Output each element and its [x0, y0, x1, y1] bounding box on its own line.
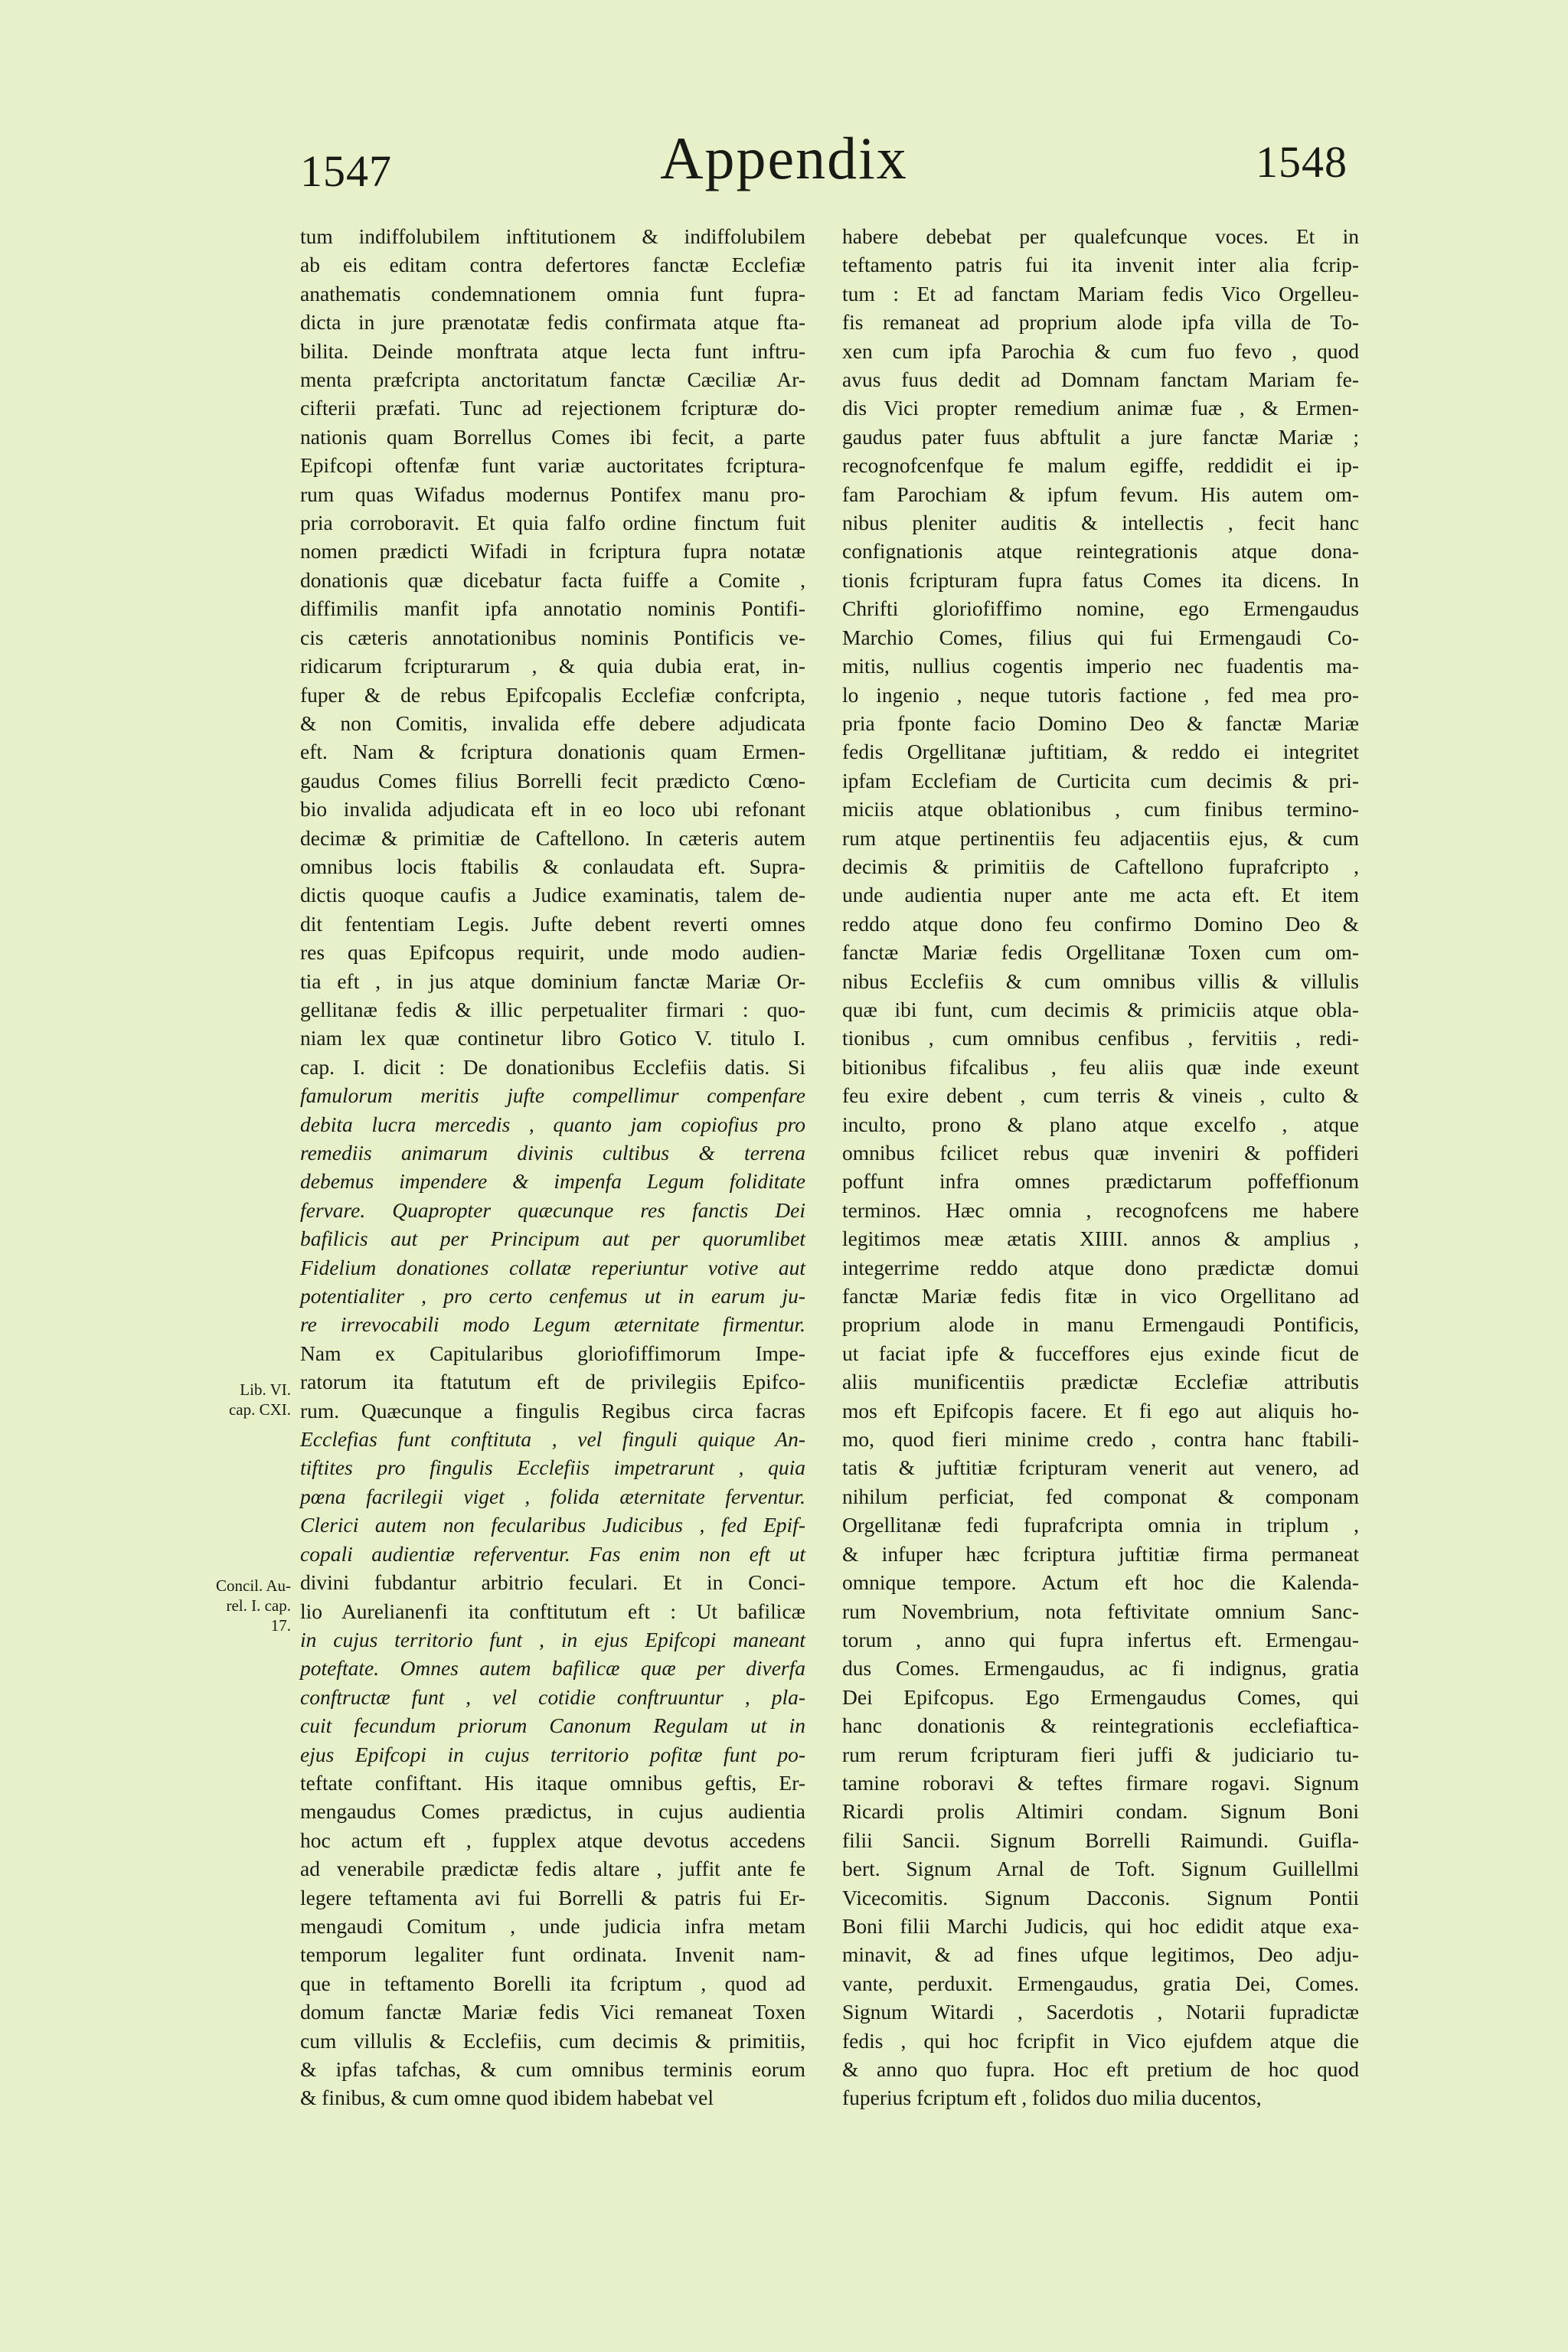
- text-line: bafilicis aut per Principum aut per quorumlibet: [300, 1227, 805, 1251]
- text-line: cum villulis & Ecclefiis, cum decimis & primitiis,: [300, 2028, 805, 2053]
- text-line: pœna facrilegii viget , folida æternitate ferventur.: [300, 1484, 805, 1508]
- text-line: cuit fecundum priorum Canonum Regulam ut in: [300, 1713, 805, 1738]
- text-line: confignationis atque reintegrationis atque dona-: [842, 539, 1359, 564]
- text-line: mitis, nullius cogentis imperio nec fuadentis ma-: [842, 654, 1359, 678]
- text-line: domum fanctæ Mariæ fedis Vici remaneat Toxen: [300, 2000, 805, 2024]
- text-line: fedis Orgellitanæ juftitiam, & reddo ei integritet: [842, 740, 1359, 764]
- text-line: diffimilis manfit ipfa annotatio nominis Pontifi-: [300, 596, 805, 621]
- text-column-right: [842, 222, 1359, 2259]
- text-line: miciis atque oblationibus , cum finibus termino-: [842, 797, 1359, 822]
- text-line: teftate confiftant. His itaque omnibus geftis, Er-: [300, 1770, 805, 1795]
- text-line: vante, perduxit. Ermengaudus, gratia Dei, Comes.: [842, 1971, 1359, 1995]
- text-line: bilita. Deinde monftrata atque lecta funt inftru-: [300, 338, 805, 363]
- text-line: fuperius fcriptum eft , folidos duo milia ducentos,: [842, 2086, 1262, 2110]
- text-line: gellitanæ fedis & illic perpetualiter firmari : quo-: [300, 997, 805, 1021]
- text-line: quæ ibi funt, cum decimis & primiciis atque obla-: [842, 997, 1359, 1021]
- text-line: copali audientiæ referventur. Fas enim non eft ut: [300, 1541, 805, 1566]
- text-column-left: [300, 222, 805, 2259]
- text-line: pria corroboravit. Et quia falfo ordine finctum fuit: [300, 511, 805, 535]
- text-line: nihilum perficiat, fed componat & componam: [842, 1484, 1359, 1508]
- text-line: xen cum ipfa Parochia & cum fuo fevo , quod: [842, 338, 1359, 363]
- text-line: rum Novembrium, nota feftivitate omnium Sanc-: [842, 1599, 1359, 1623]
- text-line: famulorum meritis jufte compellimur compenfare: [300, 1083, 805, 1108]
- text-line: res quas Epifcopus requirit, unde modo audien-: [300, 940, 805, 965]
- text-line: niam lex quæ continetur libro Gotico V. titulo I.: [300, 1026, 805, 1050]
- text-line: eft. Nam & fcriptura donationis quam Ermen-: [300, 740, 805, 764]
- text-line: re irrevocabili modo Legum æternitate firmentur.: [300, 1312, 805, 1337]
- margin-note-line: Concil. Au-: [216, 1576, 291, 1595]
- text-line: dus Comes. Ermengaudus, ac fi indignus, gratia: [842, 1656, 1359, 1681]
- text-line: omnibus locis ftabilis & conlaudata eft. Supra-: [300, 854, 805, 878]
- text-line: dis Vici propter remedium animæ fuæ , & Ermen-: [842, 396, 1359, 420]
- text-line: aliis munificentiis prædictæ Ecclefiæ attributis: [842, 1370, 1359, 1394]
- text-line: Fidelium donationes collatæ reperiuntur votive aut: [300, 1255, 805, 1279]
- text-line: feu exire debent , cum terris & vineis , culto &: [842, 1083, 1359, 1108]
- text-line: que in teftamento Borelli ita fcriptum , quod ad: [300, 1971, 805, 1995]
- text-line: habere debebat per qualefcunque voces. Et in: [842, 224, 1359, 248]
- text-line: poteftate. Omnes autem bafilicæ quæ per diverfa: [300, 1656, 805, 1681]
- text-line: decimis & primitiis de Caftellono fuprafcripto ,: [842, 854, 1359, 878]
- text-line: rum atque pertinentiis feu adjacentiis ejus, & cum: [842, 825, 1359, 850]
- text-line: tamine roboravi & teftes firmare rogavi. Signum: [842, 1770, 1359, 1795]
- text-line: fervare. Quapropter quæcunque res fanctis Dei: [300, 1197, 805, 1222]
- text-line: in cujus territorio funt , in ejus Epifcopi maneant: [300, 1627, 805, 1651]
- page-title: Appendix: [660, 125, 908, 191]
- margin-note-line: Lib. VI.: [240, 1380, 291, 1399]
- margin-note-line: rel. I. cap.: [226, 1596, 291, 1615]
- text-line: Nam ex Capitularibus gloriofiffimorum Impe-: [300, 1341, 805, 1365]
- text-line: mengaudus Comes prædictus, in cujus audientia: [300, 1799, 805, 1824]
- text-line: fuper & de rebus Epifcopalis Ecclefiæ confcripta,: [300, 682, 805, 707]
- text-line: Vicecomitis. Signum Dacconis. Signum Pontii: [842, 1885, 1359, 1909]
- text-line: nibus pleniter auditis & intellectis , fecit hanc: [842, 511, 1359, 535]
- text-line: tia eft , in jus atque dominium fanctæ Mariæ Or-: [300, 969, 805, 993]
- text-line: avus fuus dedit ad Domnam fanctam Mariam fe-: [842, 368, 1359, 392]
- text-line: anathematis condemnationem omnia funt fupra-: [300, 281, 805, 305]
- text-line: minavit, & ad fines ufque legitimos, Deo adju-: [842, 1942, 1359, 1967]
- text-line: ut faciat ipfe & fucceffores ejus exinde ficut de: [842, 1341, 1359, 1365]
- text-line: decimæ & primitiæ de Caftellono. In cæteris autem: [300, 825, 805, 850]
- text-line: fanctæ Mariæ fedis fitæ in vico Orgellitano ad: [842, 1284, 1359, 1308]
- text-line: fedis , qui hoc fcripfit in Vico ejufdem atque die: [842, 2028, 1359, 2053]
- text-line: tiftites pro fingulis Ecclefiis impetrarunt , quia: [300, 1455, 805, 1480]
- text-line: rum quas Wifadus modernus Pontifex manu pro-: [300, 482, 805, 506]
- text-line: ipfam Ecclefiam de Curticita cum decimis & pri-: [842, 768, 1359, 792]
- text-line: lio Aurelianenfi ita conftitutum eft : Ut bafilicæ: [300, 1599, 805, 1623]
- text-line: cis cæteris annotationibus nominis Pontificis ve-: [300, 625, 805, 649]
- text-line: omnique tempore. Actum eft hoc die Kalenda-: [842, 1570, 1359, 1595]
- text-line: pria fponte facio Domino Deo & fanctæ Mariæ: [842, 710, 1359, 735]
- text-line: bio invalida adjudicata eft in eo loco ubi refonant: [300, 797, 805, 822]
- text-line: inculto, prono & plano atque excelfo , atque: [842, 1112, 1359, 1136]
- text-line: Ricardi prolis Altimiri condam. Signum Boni: [842, 1799, 1359, 1824]
- text-line: Chrifti gloriofiffimo nomine, ego Ermengaudus: [842, 596, 1359, 621]
- text-line: & finibus, & cum omne quod ibidem habebat vel: [300, 2086, 714, 2110]
- text-line: menta præfcripta anctoritatum fanctæ Cæciliæ Ar-: [300, 368, 805, 392]
- text-line: conftructæ funt , vel cotidie conftruuntur , pla-: [300, 1684, 805, 1709]
- text-line: gaudus Comes filius Borrelli fecit prædicto Cœno-: [300, 768, 805, 792]
- text-line: fis remaneat ad proprium alode ipfa villa de To-: [842, 310, 1359, 335]
- text-line: mo, quod fieri minime credo , contra hanc ftabili-: [842, 1427, 1359, 1452]
- text-line: debita lucra mercedis , quanto jam copiofius pro: [300, 1112, 805, 1136]
- margin-note-lib-vi: [191, 1380, 291, 1419]
- text-line: ejus Epifcopi in cujus territorio pofitæ funt po-: [300, 1742, 805, 1766]
- text-line: Marchio Comes, filius qui fui Ermengaudi Co-: [842, 625, 1359, 649]
- text-line: temporum legaliter funt ordinata. Invenit nam-: [300, 1942, 805, 1967]
- text-line: cifterii præfati. Tunc ad rejectionem fcripturæ do-: [300, 396, 805, 420]
- text-line: torum , anno qui fupra infertus eft. Ermengau-: [842, 1627, 1359, 1651]
- text-line: & non Comitis, invalida effe debere adjudicata: [300, 710, 805, 735]
- text-line: legere teftamenta avi fui Borrelli & patris fui Er-: [300, 1885, 805, 1909]
- text-line: reddo atque dono feu confirmo Domino Deo &: [842, 911, 1359, 936]
- text-line: Signum Witardi , Sacerdotis , Notarii fupradictæ: [842, 2000, 1359, 2024]
- text-line: dicta in jure prænotatæ fedis confirmata atque fta-: [300, 310, 805, 335]
- text-line: lo ingenio , neque tutoris factione , fed mea pro-: [842, 682, 1359, 707]
- text-line: ad venerabile prædictæ fedis altare , juffit ante fe: [300, 1857, 805, 1881]
- text-line: & infuper hæc fcriptura juftitiæ firma permaneat: [842, 1541, 1359, 1566]
- text-line: nomen prædicti Wifadi in fcriptura fupra notatæ: [300, 539, 805, 564]
- text-line: rum rerum fcripturam fieri juffi & judiciario tu-: [842, 1742, 1359, 1766]
- page-header: [0, 122, 1568, 207]
- text-line: debemus impendere & impenfa Legum foliditate: [300, 1169, 805, 1194]
- text-line: Ecclefias funt conftituta , vel finguli quique An-: [300, 1427, 805, 1452]
- text-line: & anno quo fupra. Hoc eft pretium de hoc quod: [842, 2057, 1359, 2081]
- text-line: ratorum ita ftatutum eft de privilegiis Epifco-: [300, 1370, 805, 1394]
- text-line: hoc actum eft , fupplex atque devotus accedens: [300, 1828, 805, 1852]
- text-line: tum indiffolubilem inftitutionem & indiffolubilem: [300, 224, 805, 248]
- text-line: fam Parochiam & ipfum fevum. His autem om-: [842, 482, 1359, 506]
- text-line: unde audientia nuper ante me acta eft. Et item: [842, 883, 1359, 907]
- text-line: teftamento patris fui ita invenit inter alia fcrip-: [842, 253, 1359, 277]
- text-line: donationis quæ dicebatur facta fuiffe a Comite ,: [300, 567, 805, 592]
- text-line: omnibus fcilicet rebus quæ inveniri & poffideri: [842, 1141, 1359, 1165]
- text-line: Orgellitanæ fedi fuprafcripta omnia in triplum ,: [842, 1513, 1359, 1537]
- text-line: remediis animarum divinis cultibus & terrena: [300, 1141, 805, 1165]
- text-line: mos eft Epifcopis facere. Et fi ego aut aliquis ho-: [842, 1398, 1359, 1423]
- text-line: legitimos meæ ætatis XIIII. annos & amplius ,: [842, 1227, 1359, 1251]
- text-line: Epifcopi oftenfæ funt variæ auctoritates fcriptura-: [300, 453, 805, 478]
- text-line: Dei Epifcopus. Ego Ermengaudus Comes, qui: [842, 1684, 1359, 1709]
- text-line: filii Sancii. Signum Borrelli Raimundi. Guifla-: [842, 1828, 1359, 1852]
- text-line: potentialiter , pro certo cenfemus ut in earum ju-: [300, 1284, 805, 1308]
- text-line: tatis & juftitiæ fcripturam venerit aut venero, ad: [842, 1455, 1359, 1480]
- text-line: dictis quoque caufis a Judice examinatis, talem de-: [300, 883, 805, 907]
- text-line: proprium alode in manu Ermengaudi Pontificis,: [842, 1312, 1359, 1337]
- page-number-right: 1548: [1256, 137, 1348, 187]
- text-line: recognofcenfque fe malum egiffe, reddidit ei ip-: [842, 453, 1359, 478]
- text-line: bitionibus fifcalibus , feu aliis quæ inde exeunt: [842, 1054, 1359, 1079]
- text-line: rum. Quæcunque a fingulis Regibus circa facras: [300, 1398, 805, 1423]
- text-line: bert. Signum Arnal de Toft. Signum Guillellmi: [842, 1857, 1359, 1881]
- text-line: gaudus pater fuus abftulit a jure fanctæ Mariæ ;: [842, 424, 1359, 449]
- text-line: integerrime reddo atque dono prædictæ domui: [842, 1255, 1359, 1279]
- text-line: fanctæ Mariæ fedis Orgellitanæ Toxen cum om-: [842, 940, 1359, 965]
- margin-note-line: 17.: [270, 1616, 291, 1635]
- text-line: & ipfas tafchas, & cum omnibus terminis eorum: [300, 2057, 805, 2081]
- text-line: Boni filii Marchi Judicis, qui hoc edidit atque exa-: [842, 1913, 1359, 1938]
- text-line: ab eis editam contra defertores fanctæ Ecclefiæ: [300, 253, 805, 277]
- text-line: tionis fcripturam fupra fatus Comes ita dicens. In: [842, 567, 1359, 592]
- margin-note-concil-aurel: [191, 1576, 291, 1635]
- text-line: poffunt infra omnes prædictarum poffeffionum: [842, 1169, 1359, 1194]
- text-line: cap. I. dicit : De donationibus Ecclefiis datis. Si: [300, 1054, 805, 1079]
- text-line: mengaudi Comitum , unde judicia infra metam: [300, 1913, 805, 1938]
- text-line: ridicarum fcripturarum , & quia dubia erat, in-: [300, 654, 805, 678]
- text-line: dit fententiam Legis. Jufte debent reverti omnes: [300, 911, 805, 936]
- text-line: nationis quam Borrellus Comes ibi fecit, a parte: [300, 424, 805, 449]
- text-line: tum : Et ad fanctam Mariam fedis Vico Orgelleu-: [842, 281, 1359, 305]
- page-number-left: 1547: [300, 146, 392, 196]
- text-line: hanc donationis & reintegrationis ecclefiaftica-: [842, 1713, 1359, 1738]
- text-line: Clerici autem non fecularibus Judicibus , fed Epif-: [300, 1513, 805, 1537]
- margin-note-line: cap. CXI.: [228, 1400, 291, 1419]
- text-line: terminos. Hæc omnia , recognofcens me habere: [842, 1197, 1359, 1222]
- text-line: nibus Ecclefiis & cum omnibus villis & villulis: [842, 969, 1359, 993]
- text-line: tionibus , cum omnibus cenfibus , fervitiis , redi-: [842, 1026, 1359, 1050]
- text-line: divini fubdantur arbitrio feculari. Et in Conci-: [300, 1570, 805, 1595]
